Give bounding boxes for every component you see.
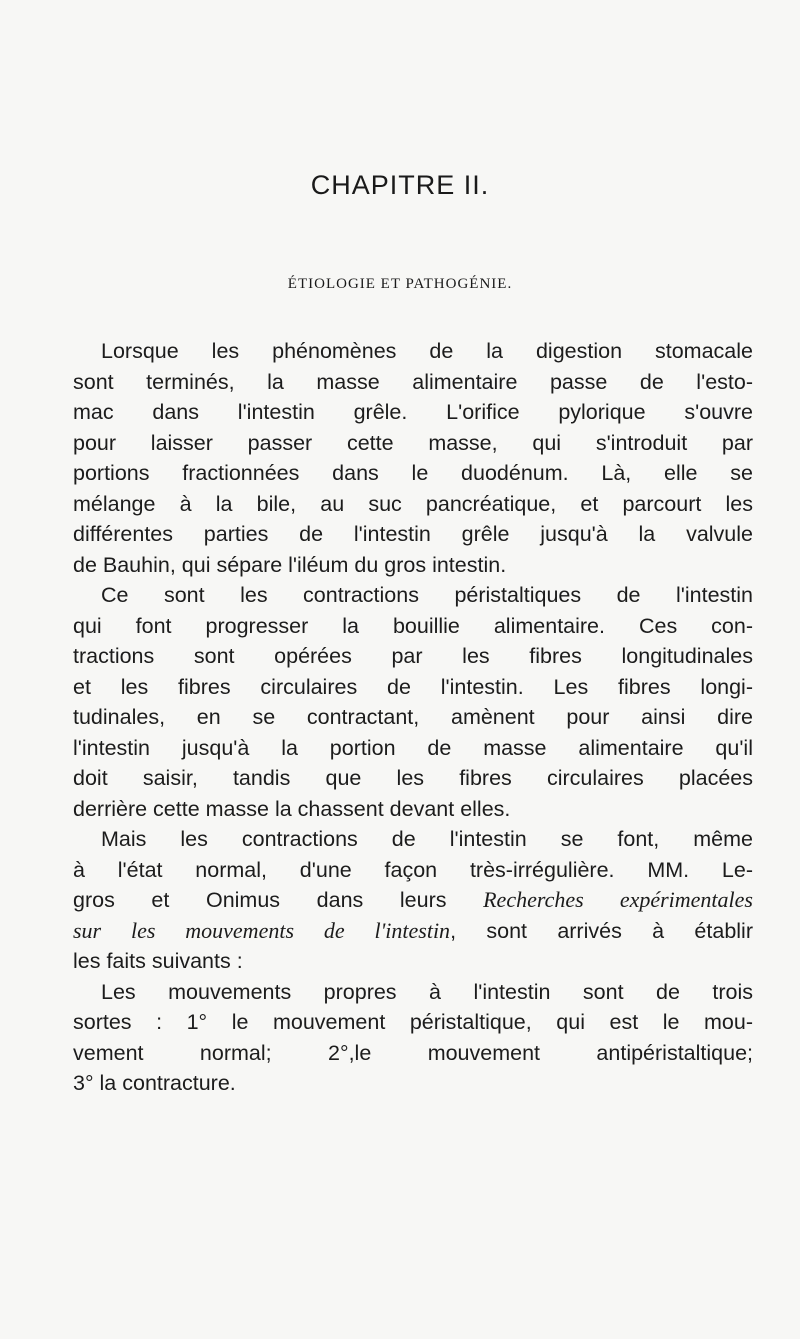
italic-title: Recherches expérimentales bbox=[483, 887, 753, 912]
text-line: sortes : 1° le mouvement péristaltique, qui est le mou- bbox=[73, 1010, 753, 1034]
text-fragment: , sont arrivés à établir bbox=[450, 918, 753, 943]
text-line: mac dans l'intestin grêle. L'orifice pylorique s'ouvre bbox=[73, 400, 753, 424]
body-text bbox=[73, 336, 753, 1099]
chapter-title: CHAPITRE II. bbox=[310, 170, 490, 200]
text-line: tractions sont opérées par les fibres longitudinales bbox=[73, 644, 753, 668]
text-line: qui font progresser la bouillie alimentaire. Ces con- bbox=[73, 613, 753, 638]
text-line: sont terminés, la masse alimentaire passe de l'esto- bbox=[73, 369, 753, 394]
text-line: doit saisir, tandis que les fibres circulaires placées bbox=[73, 766, 753, 790]
text-line: tudinales, en se contractant, amènent pour ainsi dire bbox=[73, 705, 753, 729]
text-line: de Bauhin, qui sépare l'iléum du gros intestin. bbox=[73, 552, 507, 577]
text-line: mélange à la bile, au suc pancréatique, et parcourt les bbox=[73, 491, 753, 516]
text-fragment: gros et Onimus dans leurs bbox=[73, 888, 447, 912]
text-line: Les mouvements propres à l'intestin sont de trois bbox=[101, 979, 753, 1004]
text-line: Mais les contractions de l'intestin se font, même bbox=[101, 827, 753, 851]
text-line: et les fibres circulaires de l'intestin. Les fibres longi- bbox=[73, 674, 753, 699]
text-line: portions fractionnées dans le duodénum. Là, elle se bbox=[73, 461, 753, 485]
text-line: les faits suivants : bbox=[73, 949, 243, 973]
text-line: à l'état normal, d'une façon très-irrégulière. MM. Le- bbox=[73, 857, 753, 882]
italic-title: sur les mouvements de l'intestin bbox=[73, 917, 451, 943]
text-line: derrière cette masse la chassent devant elles. bbox=[73, 796, 511, 821]
text-line: Ce sont les contractions péristaltiques de l'intestin bbox=[101, 583, 753, 607]
text-line: Lorsque les phénomènes de la digestion stomacale bbox=[101, 339, 753, 363]
text-line: 3° la contracture. bbox=[73, 1071, 236, 1095]
text-line-with-italic bbox=[73, 885, 753, 916]
text-line: pour laisser passer cette masse, qui s'introduit par bbox=[73, 430, 753, 455]
text-line: différentes parties de l'intestin grêle jusqu'à la valvule bbox=[73, 522, 753, 546]
text-line: l'intestin jusqu'à la portion de masse alimentaire qu'il bbox=[73, 735, 753, 760]
text-line: vement normal; 2°,le mouvement antipéristaltique; bbox=[73, 1040, 753, 1065]
section-title: ÉTIOLOGIE ET PATHOGÉNIE. bbox=[287, 276, 513, 292]
text-line-with-italic bbox=[73, 916, 753, 947]
